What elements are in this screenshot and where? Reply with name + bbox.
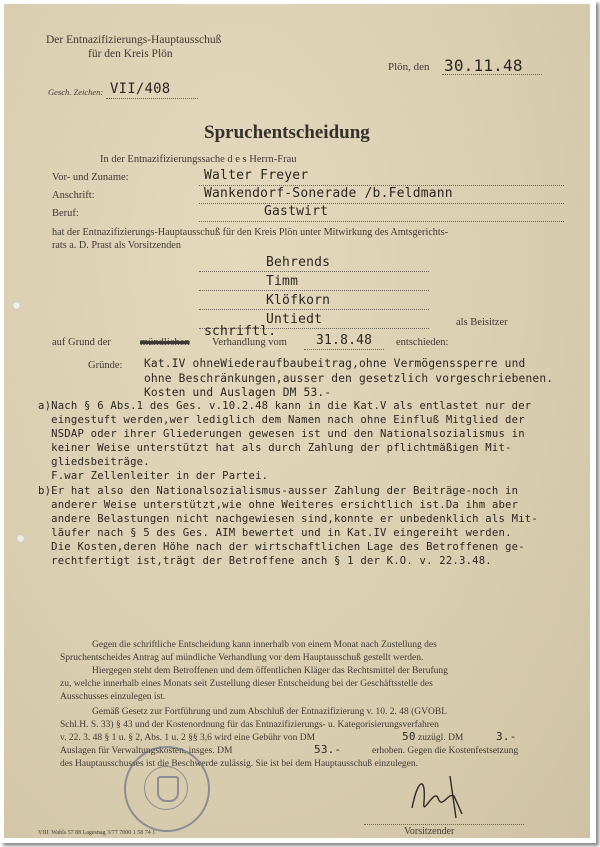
reasons-body-line: gliedsbeiträge. (38, 456, 150, 468)
reasons-body-line: NSDAP oder ihrer Gliederungen gewesen ist und den Nationalsozialismus in (38, 428, 525, 440)
case-intro: In der Entnazifizierungssache d e s Herrn-Frau (100, 154, 297, 165)
committee-member: Untiedt (266, 312, 323, 327)
committee-member: Timm (266, 274, 299, 289)
authority-line-1: Der Entnazifizierungs-Hauptausschuß (46, 34, 222, 46)
beisitzer-label: als Beisitzer (456, 317, 508, 328)
hearing-mode: schriftl. (204, 324, 277, 339)
committee-member: Klöfkorn (266, 293, 331, 308)
official-stamp (124, 746, 210, 832)
footer-para3-line4-prefix: Auslagen für Verwaltungskosten, insges. DM (60, 746, 233, 756)
member-underline (199, 309, 429, 310)
address-underline (199, 203, 564, 204)
decision-line: Kosten und Auslagen DM 53.- (144, 386, 332, 399)
name-value: Walter Freyer (204, 168, 309, 183)
reference-underline (106, 98, 198, 99)
reasons-body-line: läufer nach § 5 des Ges. AIM bewertet und in Kat.IV eingereiht werden. (38, 527, 512, 539)
reasons-body-line: keiner Weise unterstützt hat als durch Zahlung der pflichtmäßigen Mit- (38, 442, 512, 454)
reasons-body-line: F.war Zellenleiter in der Partei. (38, 470, 269, 482)
member-underline (199, 271, 429, 272)
document-paper (4, 4, 590, 838)
footer-para3-line4-suffix: erhoben. Gegen die Kostenfestsetzung (372, 746, 519, 756)
reasons-body-line: rechtfertigt ist,trägt der Betroffene anch § 1 der K.O. v. 22.3.48. (38, 555, 492, 567)
committee-line-2: rats a. D. Prast als Vorsitzenden (52, 240, 181, 251)
document-date: 30.11.48 (444, 56, 523, 75)
total-amount: 53.- (314, 743, 342, 756)
reasons-label: Gründe: (88, 360, 123, 371)
occupation-underline (199, 221, 564, 222)
footer-para3-line3-prefix: v. 22. 3. 48 § 1 u. § 2, Abs. 1 u. 2 §§ 3,6 wird eine Gebühr von DM (60, 733, 316, 743)
footer-para1-line2: Spruchentscheides Antrag auf mündliche Verhandlung vor dem Hauptausschuß gestellt werden. (60, 653, 424, 663)
place-date-label: Plön, den (388, 61, 430, 73)
authority-line-2: für den Kreis Plön (88, 48, 173, 60)
basis-struck-word: mündlichen (140, 337, 190, 348)
reasons-body-line: a)Nach § 6 Abs.1 des Ges. v.10.2.48 kann in die Kat.V als entlastet nur der (38, 400, 532, 412)
reference-label: Gesch. Zeichen: (48, 87, 104, 97)
punch-hole-bottom (16, 534, 25, 543)
signature-line (364, 824, 524, 825)
reasons-body-line: anderer Weise unterstützt,wie ohne Weiteres ersichtlich ist.Da ihm aber (38, 499, 519, 511)
footer-para2-line2: zu, welche innerhalb eines Monats seit Zustellung dieser Entscheidung bei der Geschäftsstelle des (60, 679, 433, 689)
name-label: Vor- und Zuname: (52, 172, 129, 183)
address-label: Anschrift: (52, 190, 95, 201)
footer-para3-line1: Gemäß Gesetz zur Fortführung und zum Abschluß der Entnazifizierung v. 10. 2. 48 (GVOBL (92, 707, 448, 717)
punch-hole-top (12, 301, 21, 310)
footer-para3-line5: des Hauptausschusses ist die Beschwerde zulässig. Sie ist bei dem Hauptausschuß einzulegen. (60, 759, 419, 769)
member-underline (199, 290, 429, 291)
basis-suffix: entschieden: (396, 337, 449, 348)
footer-para3-line2: Schl.H. S. 33) § 43 und der Kostenordnung für das Entnazifizierungs- u. Kategorisierungsverfahren (60, 720, 439, 730)
basis-middle: Verhandlung vom (212, 337, 287, 348)
footer-para2-line3: Ausschusses einzulegen ist. (60, 692, 166, 702)
footer-para1-line1: Gegen die schriftliche Entscheidung kann innerhalb von einem Monat nach Zustellung des (92, 640, 437, 650)
reference-value: VII/408 (110, 81, 171, 97)
hearing-date-underline (304, 349, 384, 350)
address-value: Wankendorf-Sonerade /b.Feldmann (204, 186, 453, 201)
reasons-body-line: b)Er hat also den Nationalsozialismus-ausser Zahlung der Beiträge-noch in (38, 485, 519, 497)
footer-para2-line1: Hiergegen steht dem Betroffenen und dem öffentlichen Kläger das Rechtsmittel der Berufung (92, 666, 448, 676)
committee-line-1: hat der Entnazifizierungs-Hauptausschuß für den Kreis Plön unter Mitwirkung des Amtsgerichts- (52, 227, 449, 238)
hearing-date: 31.8.48 (316, 333, 373, 348)
reasons-body-line: Die Kosten,deren Höhe nach der wirtschaftlichen Lage des Betroffenen ge- (38, 541, 525, 553)
date-underline (442, 74, 542, 75)
occupation-value: Gastwirt (264, 204, 329, 219)
chairman-signature (404, 768, 484, 828)
basis-prefix: auf Grund der (52, 337, 111, 348)
committee-member: Behrends (266, 255, 331, 270)
decision-line: ohne Beschränkungen,ausser den gesetzlich vorgeschriebenen. (144, 372, 554, 385)
reasons-body-line: eingestuft werden,wer lediglich dem Namen nach ohne Einfluß Mitglied der (38, 414, 525, 426)
signature-label: Vorsitzender (404, 826, 455, 837)
expenses-amount: 3.- (496, 730, 517, 743)
printer-line: VIII. Wahls 57 88 Lagesnag 3/77 7000 1 58 74 1 (38, 830, 156, 836)
fee-amount: 50 (402, 730, 416, 743)
occupation-label: Beruf: (52, 208, 79, 219)
decision-line: Kat.IV ohneWiederaufbaubeitrag,ohne Vermögenssperre und (144, 357, 526, 370)
document-title: Spruchentscheidung (204, 122, 370, 143)
reasons-body-line: andere Belastungen nicht nachgewiesen sind,konnte er unbedenklich als Mit- (38, 513, 538, 525)
footer-para3-line3-suffix: zuzügl. DM (418, 733, 464, 743)
